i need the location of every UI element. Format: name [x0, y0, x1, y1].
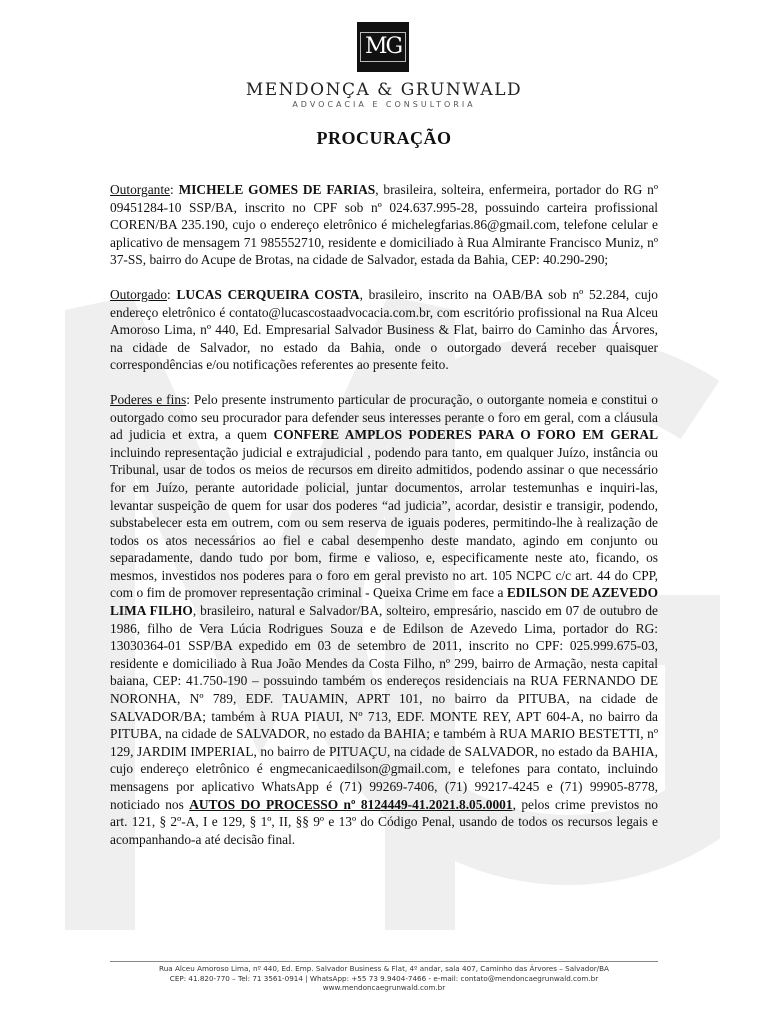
poderes-label: Poderes e fins — [110, 391, 187, 407]
firm-subtitle: ADVOCACIA E CONSULTORIA — [292, 100, 476, 109]
outorgado-name: LUCAS CERQUEIRA COSTA — [176, 286, 360, 302]
footer-contact: CEP: 41.820-770 – Tel: 71 3561-0914 | WhatsApp: +55 73 9.9404-7466 - e-mail: contato@mendoncaegrunwald.com.br — [169, 973, 599, 983]
footer-website: www.mendoncaegrunwald.com.br — [322, 983, 446, 992]
footer-divider — [110, 961, 658, 962]
document-body — [110, 181, 658, 865]
footer-address: Rua Alceu Amoroso Lima, nº 440, Ed. Emp. Salvador Business & Flat, 4º andar, sala 407, Caminho das Árvores – Salvador/BA — [159, 964, 609, 973]
outorgante-paragraph: Outorgante: MICHELE GOMES DE FARIAS, brasileira, solteira, enfermeira, portador do RG nº 09451284-10 SSP/BA, inscrito no CPF sob nº 024.637.995-28, possuindo carteira profissional COREN/BA 235.190, cujo o endereço eletrônico é michelegfarias.86@gmail.com, telefone celular e aplicativo de mensagem 71 985552710, residente e domiciliado à Rua Almirante Francisco Muniz, nº 37-SS, bairro do Acupe de Brotas, na cidade de Salvador, estada da Bahia, CEP: 40.290-290; — [110, 182, 658, 268]
outorgante-name: MICHELE GOMES DE FARIAS — [178, 182, 376, 197]
document-title: PROCURAÇÃO — [316, 128, 452, 148]
accused-name: EDILSON DE AZEVEDO LIMA FILHO — [110, 585, 658, 619]
outorgante-label: Outorgante — [110, 182, 170, 197]
outorgante-text: , brasileira, solteira, enfermeira, portador do RG nº 09451284-10 SSP/BA, inscrito no CPF sob nº 024.637.995-28, possuindo carteira profissional COREN/BA 235.190, cujo o endereço eletrônico é michelegfarias.86@gmail.com, telefone celular e aplicativo de mensagem 71 985552710, residente e domiciliado à Rua Almirante Francisco Muniz, nº 37-SS, bairro do Acupe de Brotas, na cidade de Salvador, estada da Bahia, CEP: 40.290-290; — [110, 182, 658, 268]
outorgado-text: , brasileiro, inscrito na OAB/BA sob nº 52.284, cujo endereço eletrônico é contato@lucascostaadvocacia.com.br, com escritório profissional na Rua Alceu Amoroso Lima, nº 440, Ed. Empresarial Salvador Business & Flat, bairro do Caminho das Árvores, na cidade de Salvador, no estado da Bahia, onde o outorgado deverá receber quaisquer correspondências e/ou notificações referentes ao presente feito. — [110, 286, 658, 373]
poderes-text-1: : Pelo presente instrumento particular de procuração, o outorgante nomeia e constitui o outorgado como seu procurador para defender seus interesses perante o foro em geral, com a cláusula ad judicia et extra, a quem — [110, 391, 659, 443]
poderes-text-2: incluindo representação judicial e extrajudicial , podendo para tanto, em qualquer Juízo, instância ou Tribunal, usar de todos os meios de recursos em direito admitidos, podendo assinar o que necessário for em Juízo, perante autoridade policial, juntar documentos, arrolar testemunhas e inquiri-las, levantar suspeição de quem for usar dos poderes “ad judicia”, acordar, desistir e transigir, podendo, substabelecer esta em outrem, com ou sem reserva de iguais poderes, permitindo-lhe à realização de todos os atos necessários ao fiel e cabal desempenho deste mandato, agindo em conjunto ou separadamente, dando tudo por bom, firme e valioso, e, especificamente neste ato, ficando, os mesmos, investidos nos poderes para o foro em geral previsto no art. 105 NCPC c/c art. 44 do CPP, com o fim de promover representação criminal - Queixa Crime em face a — [110, 444, 658, 601]
process-number: AUTOS DO PROCESSO nº 8124449-41.2021.8.05.0001 — [189, 796, 513, 812]
logo-monogram: MG — [360, 32, 406, 62]
poderes-paragraph — [110, 391, 658, 848]
outorgado-label: Outorgado — [110, 286, 168, 302]
footer — [0, 964, 768, 993]
poderes-bold-1: CONFERE AMPLOS PODERES PARA O FORO EM GERAL — [273, 427, 659, 443]
poderes-text-3: , brasileiro, natural e Salvador/BA, solteiro, empresário, nascido em 07 de outubro de 1986, filho de Vera Lúcia Rodrigues Souza e de Edilson de Azevedo Lima, portador do RG: 13030364-01 SSP/BA expedido em 03 de setembro de 2011, inscrito no CPF: 025.999.675-03, residente e domiciliado à Rua João Mendes da Costa Filho, nº 299, bairro de Armação, nesta capital baiana, CEP: 41.750-190 – possuindo também os endereços residenciais na RUA FERNANDO DE NORONHA, Nº 789, EDF. TAUAMIN, APRT 101, no bairro da PITUBA, na cidade de SALVADOR/BA; também à RUA PIAUI, Nº 713, EDF. MONTE REY, APT 604-A, no bairro da PITUBA, na cidade de SALVADOR, no estado da BAHIA; e também à RUA MARIO BESTETTI, nº 129, JARDIM IMPERIAL, no bairro de PITUAÇU, na cidade de SALVADOR, no estado da BAHIA, cujo endereço eletrônico é engmecanicaedilson@gmail.com, e telefones para contato, incluindo mensagens por aplicativo WhatsApp é (71) 99269-7406, (71) 99217-4245 e (71) 99905-8778, noticiado nos — [110, 603, 659, 812]
firm-logo — [357, 22, 409, 72]
poderes-text-4: , pelos crime previstos no art. 121, § 2º-A, I e 129, § 1º, II, §§ 9º e 13º do Código Penal, usando de todos os recursos legais e acompanhando-a até decisão final. — [110, 796, 658, 847]
outorgado-paragraph: Outorgado: LUCAS CERQUEIRA COSTA, brasileiro, inscrito na OAB/BA sob nº 52.284, cujo endereço eletrônico é contato@lucascostaadvocacia.com.br, com escritório profissional na Rua Alceu Amoroso Lima, nº 440, Ed. Empresarial Salvador Business & Flat, bairro do Caminho das Árvores, na cidade de Salvador, no estado da Bahia, onde o outorgado deverá receber quaisquer correspondências e/ou notificações referentes ao presente feito. — [110, 286, 658, 373]
firm-name: MENDONÇA & GRUNWALD — [245, 80, 523, 100]
